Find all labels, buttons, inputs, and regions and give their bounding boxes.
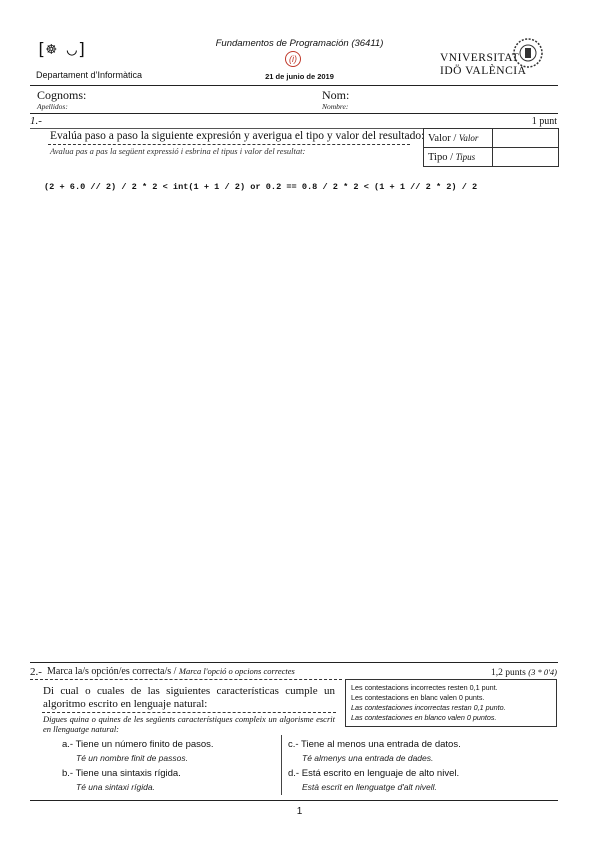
option-letter: d.- (288, 768, 300, 779)
q1-statement-va: Avalua pas a pas la següent expressió i esbrina el tipus i valor del resultat: (50, 146, 306, 156)
student-divider (30, 113, 558, 114)
department-logo: [☸ ◡] (36, 40, 88, 60)
q1-points: 1 punt (531, 116, 557, 127)
rule-line: Las contestaciones en blanco valen 0 puntos. (351, 713, 497, 722)
option-c-text (288, 739, 461, 750)
option-c[interactable] (288, 739, 461, 763)
q2-top-divider (30, 662, 558, 663)
q1-expression: (2 + 6.0 // 2) / 2 * 2 < int(1 + 1 / 2) or 0.2 == 0.8 / 2 * 2 < (1 + 1 // 2 * 2) / 2 (44, 182, 478, 192)
university-name-line2: IDÖ VALÈNCIA (440, 65, 527, 77)
name-label-es: Nombre: (322, 102, 349, 111)
options-divider (281, 735, 282, 795)
q1-statement: Evalúa paso a paso la siguiente expresión y averigua el tipo y valor del resultado: (50, 130, 425, 142)
value-answer-cell[interactable] (493, 129, 559, 148)
value-label-cell (424, 129, 493, 148)
option-letter: c.- (288, 739, 299, 750)
option-a-va: Té un nombre finit de passos. (76, 753, 188, 763)
option-letter: a.- (62, 739, 74, 750)
option-a[interactable] (62, 739, 214, 763)
university-name-line1: VNIVERSITAT (440, 52, 520, 64)
q2-points (491, 667, 557, 678)
footer-divider (30, 800, 558, 801)
option-a-text (62, 739, 214, 750)
department-name: Departament d’Informàtica (36, 70, 143, 80)
type-answer-cell[interactable] (493, 148, 559, 167)
option-c-va: Té almenys una entrada de dades. (302, 753, 434, 763)
q2-points-value: 1,2 punts (491, 668, 526, 678)
type-label: Tipo / (428, 151, 454, 163)
university-seal-icon (512, 37, 544, 69)
value-label-it: Valor (458, 132, 479, 143)
course-logo-icon: (i) (285, 51, 301, 67)
q2-number: 2.- (30, 666, 42, 678)
page-number: 1 (296, 806, 303, 817)
type-label-it: Tipus (455, 151, 476, 162)
option-label: Tiene al menos una entrada de datos. (301, 739, 461, 750)
q1-answer-area[interactable] (30, 200, 558, 655)
q2-rules-box (345, 679, 557, 727)
option-d-text (288, 768, 459, 779)
q2-statement-underline (42, 712, 336, 713)
surname-field[interactable] (90, 88, 310, 110)
option-b-va: Té una sintaxi rígida. (76, 782, 155, 792)
q2-statement: Di cual o cuales de las siguientes características cumple un algoritmo escrito en lenguaje natural: (43, 685, 335, 710)
exam-date: 21 de junio de 2019 (265, 72, 334, 81)
q1-statement-underline (48, 144, 410, 145)
rule-line: Las contestaciones incorrectas restan 0,1 punto. (351, 703, 506, 712)
rule-line: Les contestacions en blanc valen 0 punts. (351, 693, 485, 702)
name-label: Nom: (322, 88, 350, 102)
option-d-va: Està escrit en llenguatge d'alt nivell. (302, 782, 437, 792)
option-d[interactable] (288, 768, 459, 792)
value-label: Valor / (428, 132, 457, 144)
option-b[interactable] (62, 768, 181, 792)
surname-label-es: Apellidos: (37, 102, 68, 111)
q1-answer-table (423, 128, 559, 167)
course-title: Fundamentos de Programación (36411) (215, 38, 384, 49)
option-letter: b.- (62, 768, 74, 779)
q2-instruction-underline (30, 679, 342, 680)
q2-statement-va: Digues quina o quines de les següents característiques compleix un algorisme escrit en llenguatge natural: (43, 714, 335, 734)
surname-label: Cognoms: (37, 88, 87, 102)
q2-points-detail: (3 * 0'4) (528, 667, 557, 677)
rule-line: Les contestacions incorrectes resten 0,1 punt. (351, 683, 498, 692)
q2-instruction-va: Marca l'opció o opcions correctes (178, 666, 295, 676)
option-label: Está escrito en lenguaje de alto nivel. (301, 768, 460, 779)
option-b-text (62, 768, 181, 779)
type-label-cell (424, 148, 493, 167)
q2-instruction-text: Marca la/s opción/es correcta/s / (47, 666, 177, 677)
q1-number: 1.- (30, 115, 42, 127)
header-divider (30, 85, 558, 86)
option-label: Tiene un número finito de pasos. (75, 739, 214, 750)
q2-instruction (47, 666, 295, 677)
option-label: Tiene una sintaxis rígida. (75, 768, 181, 779)
name-field[interactable] (356, 88, 556, 110)
